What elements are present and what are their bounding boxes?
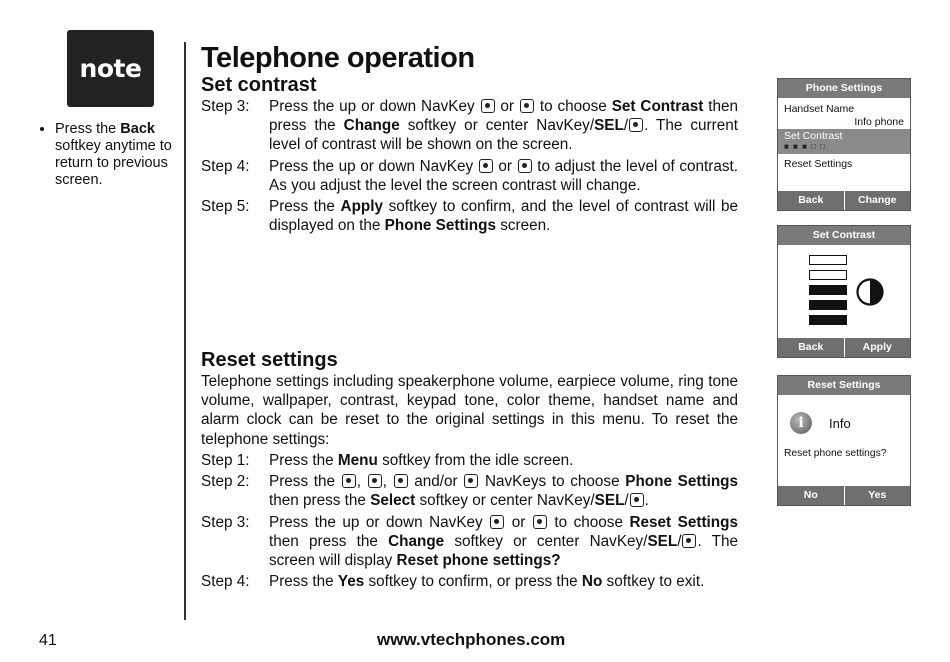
menu-item-set-contrast-selected: Set Contrast ■ ■ ■ □ □: [778, 129, 910, 154]
menu-item-reset-settings: Reset Settings: [784, 158, 853, 170]
step-label: Step 4:: [201, 157, 250, 175]
heading-reset-settings: Reset settings: [201, 349, 338, 371]
contrast-level-bars: [809, 255, 847, 330]
step-row: [201, 197, 738, 235]
softkey-yes: Yes: [844, 486, 911, 505]
step-label: Step 1:: [201, 452, 250, 469]
navkey-icon: [394, 474, 408, 488]
contrast-bar: [809, 300, 847, 310]
navkey-icon: [481, 99, 495, 113]
step-row: [201, 513, 738, 571]
divider-line: [184, 42, 186, 620]
contrast-bar: [809, 255, 847, 265]
softkey-no: No: [803, 489, 818, 501]
reset-settings-screen: [777, 375, 911, 506]
footer-url: www.vtechphones.com: [377, 630, 566, 649]
step-row: [201, 472, 738, 510]
page-number: 41: [39, 632, 57, 649]
reset-settings-header: Reset Settings: [778, 376, 910, 395]
reset-message: Reset phone settings?: [784, 448, 887, 459]
set-contrast-screen: [777, 225, 911, 358]
softkey-back: Back: [798, 341, 824, 353]
step-row: [201, 451, 738, 470]
contrast-bar: [809, 270, 847, 280]
navkey-icon: [533, 515, 547, 529]
step-row: [201, 97, 738, 155]
step-label: Step 3:: [201, 513, 250, 531]
step-label: Step 5:: [201, 198, 250, 216]
step-text: Press the Apply softkey to confirm, and the level of contrast will be displayed on the Phone Settings screen.: [269, 198, 738, 235]
navkey-icon: [520, 99, 534, 113]
handset-name-value: Info phone: [854, 116, 904, 128]
set-contrast-steps: [201, 97, 738, 237]
navkey-icon: [629, 118, 643, 132]
step-label: Step 3:: [201, 98, 250, 115]
phone-settings-header: Phone Settings: [778, 79, 910, 98]
phone-settings-screen: [777, 78, 911, 211]
contrast-bar: [809, 285, 847, 295]
step-row: [201, 157, 738, 195]
reset-steps: [201, 451, 738, 593]
navkey-icon: [518, 159, 532, 173]
step-text: Press the up or down NavKey or to adjust the level of contrast. As you adjust the level the screen contrast will change.: [269, 157, 738, 194]
note-badge: note: [67, 30, 154, 107]
navkey-icon: [342, 474, 356, 488]
step-text: Press the up or down NavKey or to choose Reset Settings then press the Change softkey or center NavKey/SEL/ . The screen will display Reset phone settings?: [269, 513, 738, 570]
softkey-back: Back: [798, 194, 824, 206]
menu-item-handset-name: Handset Name: [784, 103, 855, 115]
contrast-half-circle-icon: [856, 278, 884, 311]
page-title: Telephone operation: [201, 42, 475, 74]
step-label: Step 2:: [201, 473, 250, 491]
navkey-icon: [630, 493, 644, 507]
softkey-change: Change: [844, 191, 911, 210]
navkey-icon: [368, 474, 382, 488]
info-icon: i: [790, 412, 812, 434]
contrast-dots: ■ ■ ■ □ □: [784, 142, 827, 151]
info-label: Info: [829, 416, 851, 431]
navkey-icon: [464, 474, 478, 488]
step-text: Press the , , and/or NavKeys to choose Phone Settings then press the Select softkey or center NavKey/SEL/ .: [269, 473, 739, 510]
contrast-bar: [809, 315, 847, 325]
set-contrast-header: Set Contrast: [778, 226, 910, 245]
step-text: Press the Menu softkey from the idle screen.: [269, 452, 574, 469]
step-text: Press the Yes softkey to confirm, or press the No softkey to exit.: [269, 573, 705, 591]
step-text: Press the up or down NavKey or to choose Set Contrast then press the Change softkey or center NavKey/SEL/ . The current level of contrast will be shown on the screen.: [269, 98, 739, 154]
navkey-icon: [479, 159, 493, 173]
softkey-apply: Apply: [844, 338, 911, 357]
step-row: [201, 572, 738, 591]
navkey-icon: [682, 534, 696, 548]
navkey-icon: [490, 515, 504, 529]
heading-set-contrast: Set contrast: [201, 74, 317, 96]
note-bullet: • Press the Back softkey anytime to return to previous screen.: [55, 121, 180, 189]
step-label: Step 4:: [201, 573, 250, 591]
reset-intro: Telephone settings including speakerphone volume, earpiece volume, ring tone volume, wallpaper, contrast, keypad tone, color theme, handset name and alarm clock can be reset to the original settings in this menu. To reset the telephone settings:: [201, 373, 738, 448]
note-text: [40, 121, 180, 189]
